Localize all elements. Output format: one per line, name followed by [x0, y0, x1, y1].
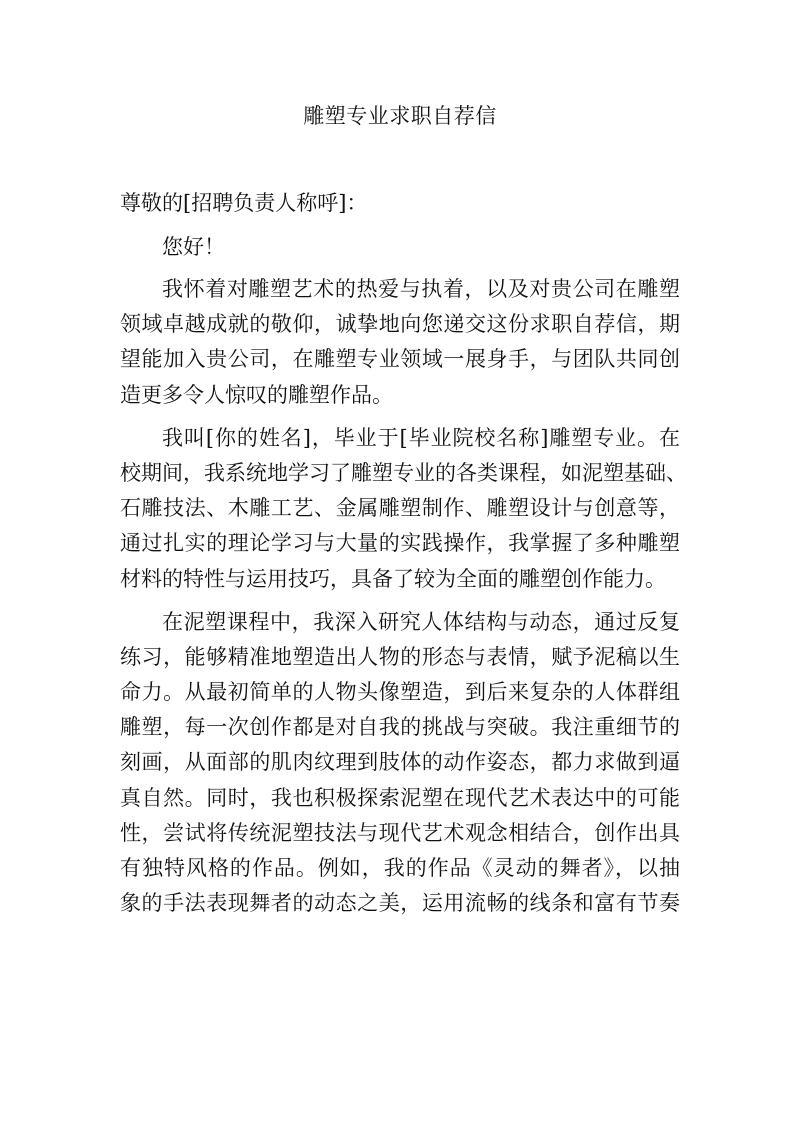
- greeting: 您好！: [162, 235, 225, 259]
- paragraph-line: 望能加入贵公司，在雕塑专业领域一展身手，与团队共同创: [120, 347, 680, 372]
- paragraph-1: [120, 272, 680, 413]
- letter-body: [120, 186, 687, 921]
- paragraph-line: 我怀着对雕塑艺术的热爱与执着，以及对贵公司在雕塑: [162, 277, 680, 301]
- paragraph-line: 真自然。同时，我也积极探索泥塑在现代艺术表达中的可能: [120, 785, 680, 810]
- paragraph-line: 材料的特性与运用技巧，具备了较为全面的雕塑创作能力。: [120, 566, 666, 591]
- paragraph-line: 雕塑，每一次创作都是对自我的挑战与突破。我注重细节的: [120, 715, 680, 740]
- paragraph-3: [120, 605, 680, 922]
- paragraph-line: 造更多令人惊叹的雕塑作品。: [120, 382, 393, 407]
- paragraph-line: 校期间，我系统地学习了雕塑专业的各类课程，如泥塑基础、: [120, 460, 687, 485]
- paragraph-line: 通过扎实的理论学习与大量的实践操作，我掌握了多种雕塑: [120, 531, 680, 556]
- paragraph-line: 象的手法表现舞者的动态之美，运用流畅的线条和富有节奏: [120, 891, 680, 916]
- salutation: 尊敬的[招聘负责人称呼]：: [120, 191, 368, 215]
- paragraph-line: 性，尝试将传统泥塑技法与现代艺术观念相结合，创作出具: [120, 820, 680, 845]
- paragraph-2: [120, 421, 687, 597]
- document-title: 雕塑专业求职自荐信: [303, 104, 497, 128]
- paragraph-line: 在泥塑课程中，我深入研究人体结构与动态，通过反复: [162, 609, 680, 634]
- paragraph-line: 石雕技法、木雕工艺、金属雕塑制作、雕塑设计与创意等，: [120, 496, 680, 521]
- paragraph-line: 练习，能够精准地塑造出人物的形态与表情，赋予泥稿以生: [120, 644, 680, 669]
- paragraph-line: 领域卓越成就的敬仰，诚挚地向您递交这份求职自荐信，期: [120, 312, 680, 337]
- paragraph-line: 我叫[你的姓名]，毕业于[毕业院校名称]雕塑专业。在: [162, 425, 680, 450]
- paragraph-line: 刻画，从面部的肌肉纹理到肢体的动作姿态，都力求做到逼: [120, 750, 680, 775]
- paragraph-line: 有独特风格的作品。例如，我的作品《灵动的舞者》，以抽: [120, 856, 680, 880]
- paragraph-line: 命力。从最初简单的人物头像塑造，到后来复杂的人体群组: [120, 680, 680, 705]
